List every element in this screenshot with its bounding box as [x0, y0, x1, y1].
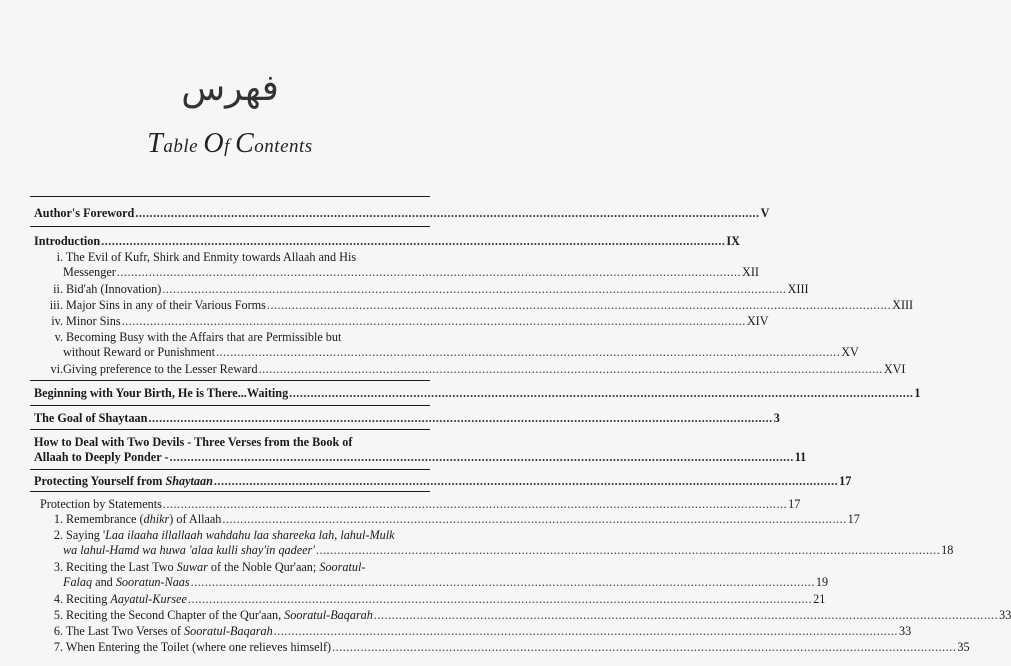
leader-dots: [101, 234, 725, 249]
toc-page-number: XIV: [746, 314, 769, 328]
toc-subentry[interactable]: [40, 314, 769, 329]
toc-label: The Evil of Kufr, Shirk and Enmity towards Allaah and His: [65, 250, 357, 264]
toc-page-number: XVI: [883, 362, 906, 376]
toc-label: The Last Two Verses of: [65, 624, 185, 638]
divider: [30, 469, 430, 470]
item-number: 3.: [53, 560, 63, 574]
toc-label: How to Deal with Two Devils - Three Verses from the Book of: [34, 435, 353, 449]
toc-page-number: XV: [841, 345, 859, 359]
title-part-able: able: [163, 136, 204, 157]
toc-label-italic: Sooratul-Baqarah: [184, 624, 273, 638]
toc-entry-introduction[interactable]: [34, 234, 740, 249]
toc-label-italic: wa lahul-Hamd wa huwa 'alaa kulli shay'in qadeer': [63, 543, 315, 557]
toc-label: Reciting: [66, 592, 111, 606]
leader-dots: [222, 512, 846, 527]
toc-page-number: 17: [839, 474, 852, 488]
toc-label: Author's Foreword: [34, 206, 135, 220]
item-number: 7.: [53, 640, 63, 654]
toc-label: When Entering the Toilet (where one relieves himself): [65, 640, 332, 654]
toc-label: The Goal of Shaytaan: [34, 411, 148, 425]
item-number: 5.: [53, 608, 63, 622]
leader-dots: [216, 345, 840, 360]
leader-dots: [191, 575, 815, 590]
leader-dots: [135, 206, 759, 221]
toc-subentry[interactable]: [40, 624, 912, 639]
toc-label-italic: Laa ilaaha illallaah wahdahu laa shareeka lah, lahul-Mulk: [105, 528, 395, 542]
leader-dots: [274, 624, 898, 639]
toc-subentry[interactable]: [40, 592, 826, 607]
toc-page-number: 35: [957, 640, 970, 654]
toc-label-cont: without Reward or Punishment: [63, 345, 215, 359]
item-number: i.: [56, 250, 63, 264]
item-number: vi.: [50, 362, 63, 376]
title-cap-c: C: [235, 128, 255, 159]
divider: [30, 405, 430, 406]
divider: [30, 196, 430, 197]
title-cap-o: O: [203, 128, 225, 159]
toc-page-number: 33: [898, 624, 912, 638]
leader-dots: [122, 314, 746, 329]
toc-page-number: 33: [999, 608, 1011, 622]
toc-entry-goal[interactable]: [34, 411, 780, 426]
item-number: iii.: [49, 298, 63, 312]
leader-dots: [289, 386, 913, 401]
item-number: 4.: [53, 592, 63, 606]
toc-label: Saying ': [66, 528, 106, 542]
toc-label-italic: dhikr: [143, 512, 170, 526]
toc-label: Becoming Busy with the Affairs that are Permissible but: [66, 330, 342, 344]
toc-label: Protecting Yourself from: [34, 474, 166, 488]
divider: [30, 491, 430, 492]
toc-page-number: 1: [914, 386, 921, 400]
toc-subentry[interactable]: [40, 608, 1011, 623]
toc-page-number: 17: [847, 512, 860, 526]
leader-dots: [162, 282, 786, 297]
leader-dots: [267, 298, 891, 313]
divider: [30, 380, 430, 381]
title-cap-t: T: [147, 128, 164, 159]
toc-label-italic: Falaq: [63, 575, 93, 589]
toc-page-number: XIII: [787, 282, 809, 296]
toc-page-number: XIII: [892, 298, 914, 312]
toc-page-number: 19: [815, 575, 829, 589]
toc-label: Reciting the Second Chapter of the Qur'aan,: [66, 608, 285, 622]
toc-subentry[interactable]: [40, 250, 759, 280]
toc-label: and: [92, 575, 116, 589]
toc-entry-birth[interactable]: [34, 386, 921, 401]
divider: [30, 226, 430, 227]
toc-label: of the Noble Qur'aan;: [207, 560, 320, 574]
leader-dots: [374, 608, 998, 623]
toc-page-number: 17: [788, 497, 801, 511]
toc-label: ) of Allaah: [169, 512, 222, 526]
toc-subentry[interactable]: [40, 640, 970, 655]
item-number: v.: [54, 330, 63, 344]
toc-label-italic: Sooratul-Baqarah: [284, 608, 373, 622]
toc-label: Major Sins in any of their Various Forms: [66, 298, 266, 312]
leader-dots: [148, 411, 772, 426]
toc-page-number: 11: [794, 450, 807, 464]
toc-subentry[interactable]: [40, 330, 859, 360]
toc-label-italic: Sooratun-Naas: [115, 575, 190, 589]
toc-label-italic: Aayatul-Kursee: [110, 592, 187, 606]
leader-dots: [163, 497, 787, 512]
toc-entry-two-devils[interactable]: [34, 435, 807, 465]
toc-label-cont: Allaah to Deeply Ponder -: [34, 450, 169, 464]
item-number: 6.: [53, 624, 63, 638]
item-number: ii.: [53, 282, 63, 296]
item-number: 2.: [53, 528, 63, 542]
toc-label-italic: Suwar: [176, 560, 208, 574]
toc-subentry[interactable]: [40, 362, 906, 377]
toc-subentry[interactable]: [40, 298, 914, 313]
toc-page-number: 3: [773, 411, 780, 425]
leader-dots: [332, 640, 956, 655]
toc-page-number: 18: [941, 543, 954, 557]
toc-subentry[interactable]: [40, 560, 829, 590]
toc-page-number: XII: [742, 265, 759, 279]
toc-label-cont: Messenger: [63, 265, 116, 279]
toc-label: Bid'ah (Innovation): [66, 282, 162, 296]
toc-subentry[interactable]: [40, 528, 954, 558]
toc-label: Protection by Statements: [40, 497, 162, 511]
toc-page-number: IX: [726, 234, 740, 248]
leader-dots: [117, 265, 741, 280]
toc-label-italic: Sooratul-: [319, 560, 366, 574]
toc-entry-foreword[interactable]: [34, 206, 770, 221]
toc-label: Remembrance (: [66, 512, 144, 526]
toc-entry-statements[interactable]: [40, 497, 801, 512]
toc-subentry[interactable]: [40, 282, 809, 297]
toc-label: Giving preference to the Lesser Reward: [63, 362, 258, 376]
leader-dots: [316, 543, 940, 558]
divider: [30, 429, 430, 430]
toc-page-number: V: [760, 206, 770, 220]
item-number: 1.: [53, 512, 63, 526]
title-part-ontents: ontents: [254, 136, 313, 157]
toc-label: Minor Sins: [66, 314, 121, 328]
toc-label: Reciting the Last Two: [66, 560, 177, 574]
leader-dots: [188, 592, 812, 607]
leader-dots: [259, 362, 883, 377]
toc-entry-protecting[interactable]: [34, 474, 852, 489]
leader-dots: [214, 474, 838, 489]
leader-dots: [170, 450, 794, 465]
title-part-f: f: [224, 136, 236, 157]
arabic-title: فهرس: [181, 68, 279, 109]
toc-label: Introduction: [34, 234, 101, 248]
page-title: [0, 128, 460, 160]
item-number: iv.: [51, 314, 63, 328]
toc-subentry[interactable]: [40, 512, 860, 527]
toc-label-italic: Shaytaan: [165, 474, 213, 488]
toc-label: Beginning with Your Birth, He is There...Waiting: [34, 386, 289, 400]
toc-page-number: 21: [813, 592, 826, 606]
